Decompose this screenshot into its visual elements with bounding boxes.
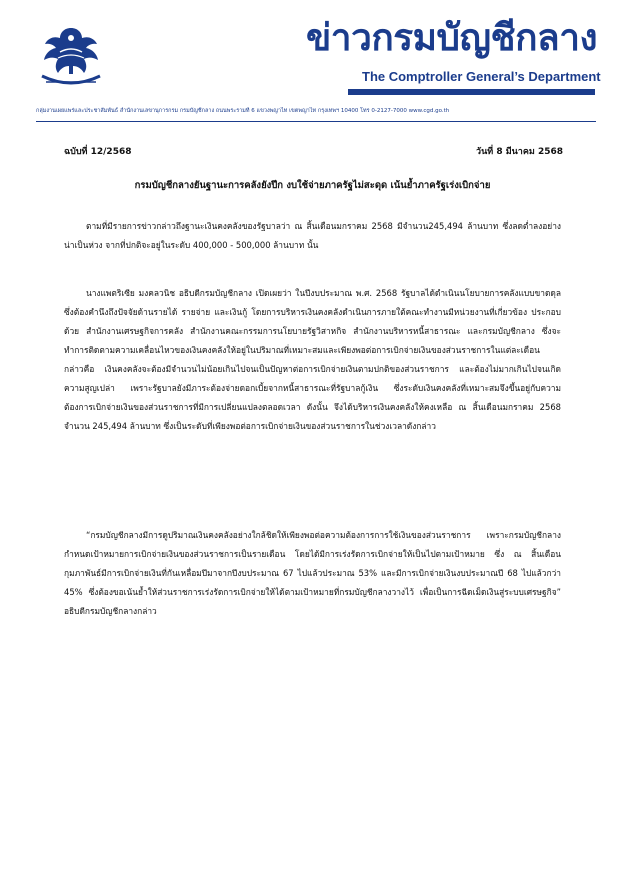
paragraph: “กรมบัญชีกลางมีการดูปริมาณเงินคงคลังอย่างใกล้ชิดให้เพียงพอต่อความต้องการการใช้เงินของส่วนราชการ เพราะกรมบัญชีกลางกำหนดเป้าหมายการเบิกจ่ายเงินของส่วนราชการเป็นรายเดือน โดยได้มีการเร่งรัดการเบิกจ่ายให้เป็นไปตามเป้าหมาย ซึ่ง ณ สิ้นเดือนกุมภาพันธ์มีการเบิกจ่ายเงินที่กันเหลื่อมปีมาจากปีงบประมาณ 67 ไปแล้วประมาณ 53% และมีการเบิกจ่ายเงินงบประมาณปี 68 ไปแล้วกว่า 45% ซึ่งต้องขอเน้นย้ำให้ส่วนราชการเร่งรัดการเบิกจ่ายให้ได้ตามเป้าหมายที่กรมบัญชีกลางวางไว้ เพื่อเป็นการฉีดเม็ดเงินสู่ระบบเศรษฐกิจ” อธิบดีกรมบัญชีกลางกล่าว [64, 530, 561, 617]
masthead-title: ข่าวกรมบัญชีกลาง [306, 16, 598, 59]
issue-number: ฉบับที่ 12/2568 [64, 147, 132, 157]
paragraph: ตามที่มีรายการข่าวกล่าวถึงฐานะเงินคงคลังของรัฐบาลว่า ณ สิ้นเดือนมกราคม 2568 มีจำนวน245,494 ล้านบาท ซึ่งลดต่ำลงอย่างน่าเป็นห่วง จากที่ปกติจะอยู่ในระดับ 400,000 - 500,000 ล้านบาท นั้น [64, 221, 561, 251]
garuda-emblem-icon [36, 24, 106, 90]
masthead-bar [348, 89, 595, 95]
issue-date: วันที่ 8 มีนาคม 2568 [476, 147, 563, 157]
masthead-subtitle: The Comptroller General’s Department [362, 69, 601, 84]
contact-line: กลุ่มงานเผยแพร่และประชาสัมพันธ์ สำนักงานเลขานุการกรม กรมบัญชีกลาง ถนนพระรามที่ 6 แขวงพญาไท เขตพญาไท กรุงเทพฯ 10400 โทร 0-2127-7000 www.cgd.go.th [36, 108, 450, 114]
paragraph: นางแพตริเซีย มงคลวนิช อธิบดีกรมบัญชีกลาง เปิดเผยว่า ในปีงบประมาณ พ.ศ. 2568 รัฐบาลได้ดำเนินนโยบายการคลังแบบขาดดุล ซึ่งต้องคำนึงถึงปัจจัยด้านรายได้ รายจ่าย และเงินกู้ โดยการบริหารเงินคงคลังดำเนินการภายใต้คณะทำงานมีหน่วยงานที่เกี่ยวข้อง ประกอบด้วย สำนักงานเศรษฐกิจการคลัง สำนักงานคณะกรรมการนโยบายรัฐวิสาหกิจ สำนักงานบริหารหนี้สาธารณะ และกรมบัญชีกลาง ซึ่งจะทำการติดตามความเคลื่อนไหวของเงินคงคลังให้อยู่ในปริมาณที่เหมาะสมและเพียงพอต่อการเบิกจ่ายเงินของส่วนราชการในแต่ละเดือน กล่าวคือ เงินคงคลังจะต้องมีจำนวนไม่น้อยเกินไปจนเป็นปัญหาต่อการเบิกจ่ายเงินตามปกติของส่วนราชการ และต้องไม่มากเกินไปจนเกิดความสูญเปล่า เพราะรัฐบาลยังมีภาระต้องจ่ายดอกเบี้ยจากหนี้สาธารณะที่รัฐบาลกู้เงิน ซึ่งระดับเงินคงคลังที่เหมาะสมจึงขึ้นอยู่กับความต้องการเบิกจ่ายเงินของส่วนราชการที่มีการเปลี่ยนแปลงตลอดเวลา ดังนั้น จึงได้บริหารเงินคงคลังให้คงเหลือ ณ สิ้นเดือนมกราคม 2568 จำนวน 245,494 ล้านบาท ซึ่งเป็นระดับที่เพียงพอต่อการเบิกจ่ายเงินของส่วนราชการในช่วงเวลาดังกล่าว [64, 288, 561, 432]
header-rule [36, 121, 596, 122]
headline: กรมบัญชีกลางยันฐานะการคลังยังปึก งบใช้จ่ายภาครัฐไม่สะดุด เน้นย้ำภาครัฐเร่งเบิกจ่าย [134, 180, 491, 191]
